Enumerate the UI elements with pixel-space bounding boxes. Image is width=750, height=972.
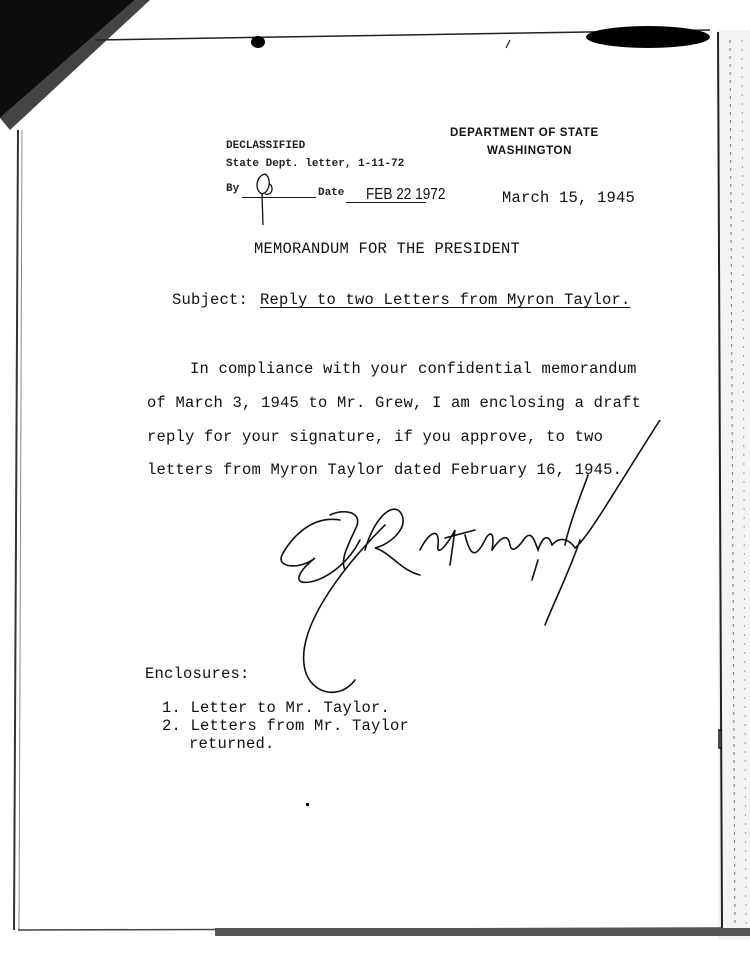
body-line: reply for your signature, if you approve, to two [147,428,604,446]
memo-title: MEMORANDUM FOR THE PRESIDENT [254,240,521,258]
body-line: of March 3, 1945 to Mr. Grew, I am enclosing a draft [147,394,642,412]
subject-label: Subject: [172,291,249,309]
declass-date-value: FEB 22 1972 [366,186,446,203]
declassification-authority: State Dept. letter, 1-11-72 [226,158,405,170]
body-line: letters from Myron Taylor dated February 16, 1945. [147,461,623,479]
body-line: In compliance with your confidential memorandum [190,360,637,378]
department-city: WASHINGTON [487,145,573,157]
declassified-stamp: DECLASSIFIED [226,140,306,152]
handwritten-signature [270,420,670,710]
enclosure-item-continuation: returned. [189,735,275,753]
declass-by-label: By [226,183,240,195]
enclosure-item: 2. Letters from Mr. Taylor [162,717,410,735]
memo-date: March 15, 1945 [502,189,636,207]
subject-text: Reply to two Letters from Myron Taylor. [260,291,631,309]
enclosure-item: 1. Letter to Mr. Taylor. [162,699,391,717]
declass-initial-mark [248,170,282,230]
department-name: DEPARTMENT OF STATE [450,127,599,139]
declass-date-label: Date [318,187,345,199]
enclosures-label: Enclosures: [145,665,250,683]
